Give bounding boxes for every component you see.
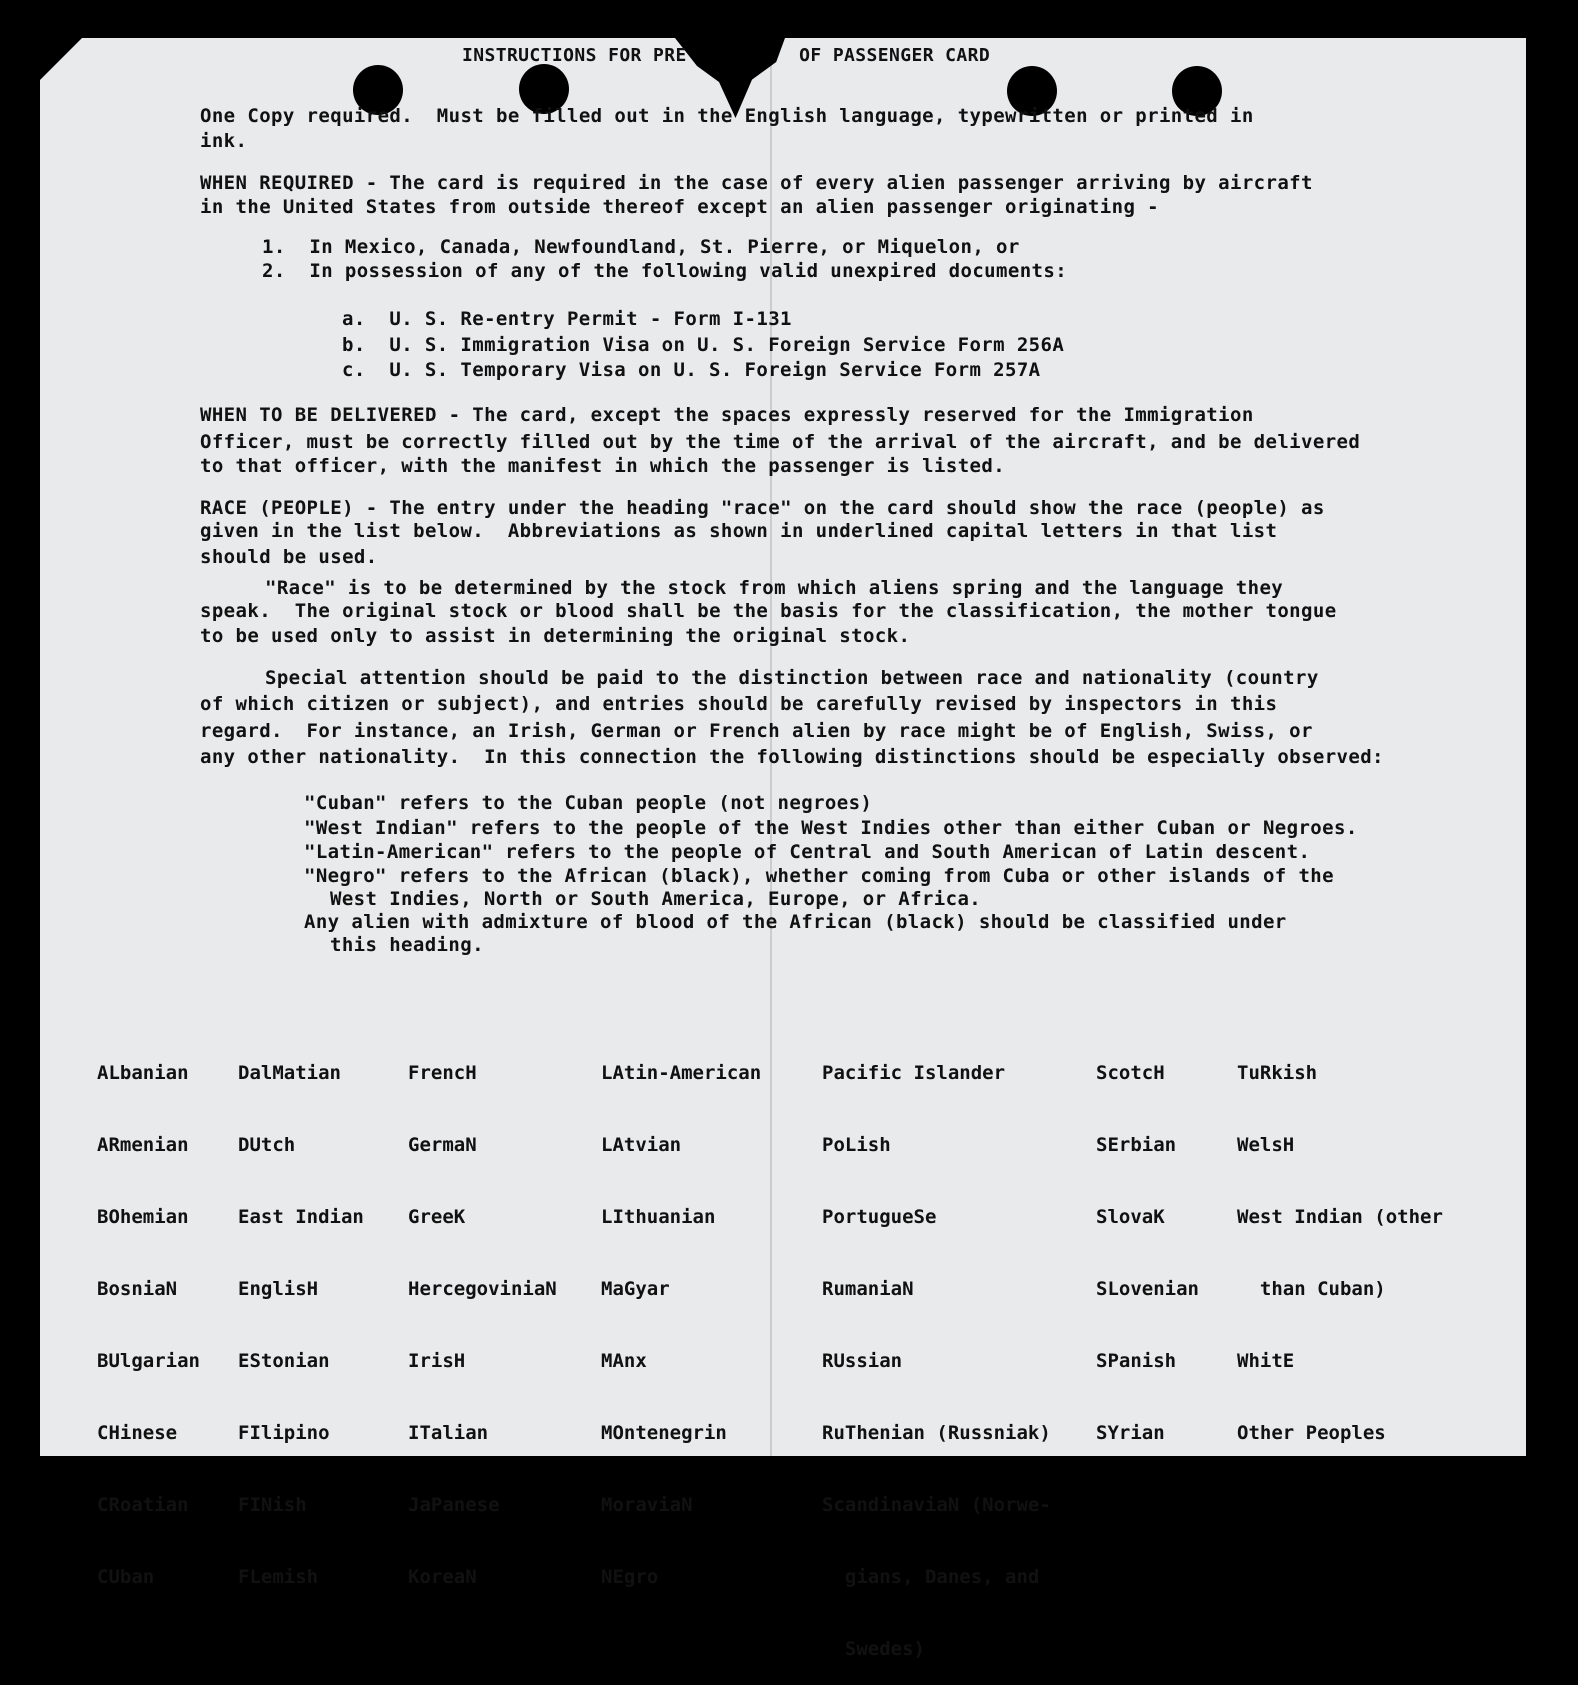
race-entry: BUlgarian bbox=[97, 1350, 200, 1372]
race-entry: EnglisH bbox=[238, 1278, 319, 1300]
race-entry: MaGyar bbox=[601, 1278, 670, 1300]
list-item: 2. In possession of any of the following valid unexpired documents: bbox=[262, 260, 1068, 282]
race-entry: MAnx bbox=[601, 1350, 647, 1372]
race-entry: IrisH bbox=[408, 1350, 466, 1372]
document-title: INSTRUCTIONS FOR PRE OF PASSENGER CARD bbox=[462, 45, 991, 66]
race-column-1 bbox=[97, 1013, 200, 1613]
race-entry: WhitE bbox=[1237, 1350, 1295, 1372]
race-entry: SPanish bbox=[1096, 1350, 1177, 1372]
text-line: regard. For instance, an Irish, German or French alien by race might be of English, Swiss, or bbox=[200, 720, 1313, 742]
race-entry: PoLish bbox=[822, 1134, 891, 1156]
definition-line: Any alien with admixture of blood of the African (black) should be classified under bbox=[304, 911, 1287, 933]
race-entry: CRoatian bbox=[97, 1494, 189, 1516]
race-entry: RUssian bbox=[822, 1350, 903, 1372]
text-line: ink. bbox=[200, 130, 248, 152]
race-entry: GreeK bbox=[408, 1206, 466, 1228]
race-entry: ScandinaviaN (Norwe- bbox=[822, 1494, 1051, 1516]
race-entry: JaPanese bbox=[408, 1494, 500, 1516]
race-entry: DalMatian bbox=[238, 1062, 341, 1084]
definition-line: "Latin-American" refers to the people of Central and South American of Latin descent. bbox=[304, 841, 1311, 863]
race-entry: BOhemian bbox=[97, 1206, 189, 1228]
race-entry: PortugueSe bbox=[822, 1206, 937, 1228]
race-entry: FIlipino bbox=[238, 1422, 330, 1444]
race-entry: gians, Danes, and bbox=[822, 1566, 1040, 1588]
race-entry: HercegoviniaN bbox=[408, 1278, 557, 1300]
race-entry: FrencH bbox=[408, 1062, 477, 1084]
definition-line: "Cuban" refers to the Cuban people (not negroes) bbox=[304, 792, 873, 814]
race-entry: DUtch bbox=[238, 1134, 296, 1156]
race-heading: RACE (PEOPLE) - The entry under the heading "race" on the card should show the race (people) as bbox=[200, 497, 1325, 519]
text-line: should be used. bbox=[200, 546, 378, 568]
race-entry: FINish bbox=[238, 1494, 307, 1516]
race-entry: NEgro bbox=[601, 1566, 659, 1588]
list-item: b. U. S. Immigration Visa on U. S. Foreign Service Form 256A bbox=[342, 334, 1065, 356]
race-entry: SlovaK bbox=[1096, 1206, 1165, 1228]
race-entry: MoraviaN bbox=[601, 1494, 693, 1516]
race-entry: than Cuban) bbox=[1237, 1278, 1386, 1300]
race-column-2 bbox=[238, 1013, 364, 1613]
race-entry: BosniaN bbox=[97, 1278, 178, 1300]
race-entry: TuRkish bbox=[1237, 1062, 1318, 1084]
race-column-5 bbox=[822, 1013, 1051, 1685]
race-entry: LIthuanian bbox=[601, 1206, 716, 1228]
race-column-4 bbox=[601, 1013, 761, 1613]
text-line: "Race" is to be determined by the stock from which aliens spring and the language they bbox=[265, 577, 1284, 599]
race-entry: CHinese bbox=[97, 1422, 178, 1444]
race-entry: LAtvian bbox=[601, 1134, 682, 1156]
race-entry: ITalian bbox=[408, 1422, 489, 1444]
race-entry: Swedes) bbox=[822, 1638, 925, 1660]
definition-line: West Indies, North or South America, Europe, or Africa. bbox=[330, 888, 982, 910]
race-entry: KoreaN bbox=[408, 1566, 477, 1588]
text-line: Special attention should be paid to the distinction between race and nationality (country bbox=[265, 667, 1319, 689]
race-entry: SErbian bbox=[1096, 1134, 1177, 1156]
text-line: any other nationality. In this connection the following distinctions should be especially observed: bbox=[200, 746, 1384, 768]
race-column-3 bbox=[408, 1013, 557, 1613]
text-line: to be used only to assist in determining the original stock. bbox=[200, 625, 911, 647]
race-entry: RumaniaN bbox=[822, 1278, 914, 1300]
race-entry: SYrian bbox=[1096, 1422, 1165, 1444]
definition-line: "Negro" refers to the African (black), whether coming from Cuba or other islands of the bbox=[304, 865, 1334, 887]
when-delivered-heading: WHEN TO BE DELIVERED - The card, except the spaces expressly reserved for the Immigration bbox=[200, 404, 1254, 426]
text-line: given in the list below. Abbreviations as shown in underlined capital letters in that list bbox=[200, 520, 1278, 542]
race-entry: FLemish bbox=[238, 1566, 319, 1588]
text-line: of which citizen or subject), and entries should be carefully revised by inspectors in this bbox=[200, 693, 1278, 715]
race-entry: Other Peoples bbox=[1237, 1422, 1386, 1444]
race-entry: SLovenian bbox=[1096, 1278, 1199, 1300]
race-entry: ScotcH bbox=[1096, 1062, 1165, 1084]
definition-line: "West Indian" refers to the people of the West Indies other than either Cuban or Negroes. bbox=[304, 817, 1358, 839]
text-line: to that officer, with the manifest in which the passenger is listed. bbox=[200, 455, 1006, 477]
when-required-heading: WHEN REQUIRED - The card is required in the case of every alien passenger arriving by aircraft bbox=[200, 172, 1313, 194]
race-entry: East Indian bbox=[238, 1206, 364, 1228]
race-entry: WelsH bbox=[1237, 1134, 1295, 1156]
race-entry: ALbanian bbox=[97, 1062, 189, 1084]
list-item: a. U. S. Re-entry Permit - Form I-131 bbox=[342, 308, 792, 330]
race-entry: West Indian (other bbox=[1237, 1206, 1443, 1228]
text-line: speak. The original stock or blood shall be the basis for the classification, the mother tongue bbox=[200, 600, 1337, 622]
definition-line: this heading. bbox=[330, 934, 484, 956]
race-entry: Pacific Islander bbox=[822, 1062, 1006, 1084]
race-entry: LAtin-American bbox=[601, 1062, 762, 1084]
list-item: c. U. S. Temporary Visa on U. S. Foreign Service Form 257A bbox=[342, 359, 1041, 381]
race-entry: RuThenian (Russniak) bbox=[822, 1422, 1051, 1444]
text-line: One Copy required. Must be filled out in the English language, typewritten or printed in bbox=[200, 105, 1254, 127]
race-column-6 bbox=[1096, 1013, 1199, 1469]
race-entry: MOntenegrin bbox=[601, 1422, 727, 1444]
text-line: in the United States from outside thereof except an alien passenger originating - bbox=[200, 196, 1159, 218]
text-line: Officer, must be correctly filled out by the time of the arrival of the aircraft, and be delivered bbox=[200, 431, 1361, 453]
list-item: 1. In Mexico, Canada, Newfoundland, St. Pierre, or Miquelon, or bbox=[262, 236, 1020, 258]
race-entry: ARmenian bbox=[97, 1134, 189, 1156]
race-entry: GermaN bbox=[408, 1134, 477, 1156]
race-entry: EStonian bbox=[238, 1350, 330, 1372]
race-column-7 bbox=[1237, 1013, 1443, 1469]
race-entry: CUban bbox=[97, 1566, 155, 1588]
